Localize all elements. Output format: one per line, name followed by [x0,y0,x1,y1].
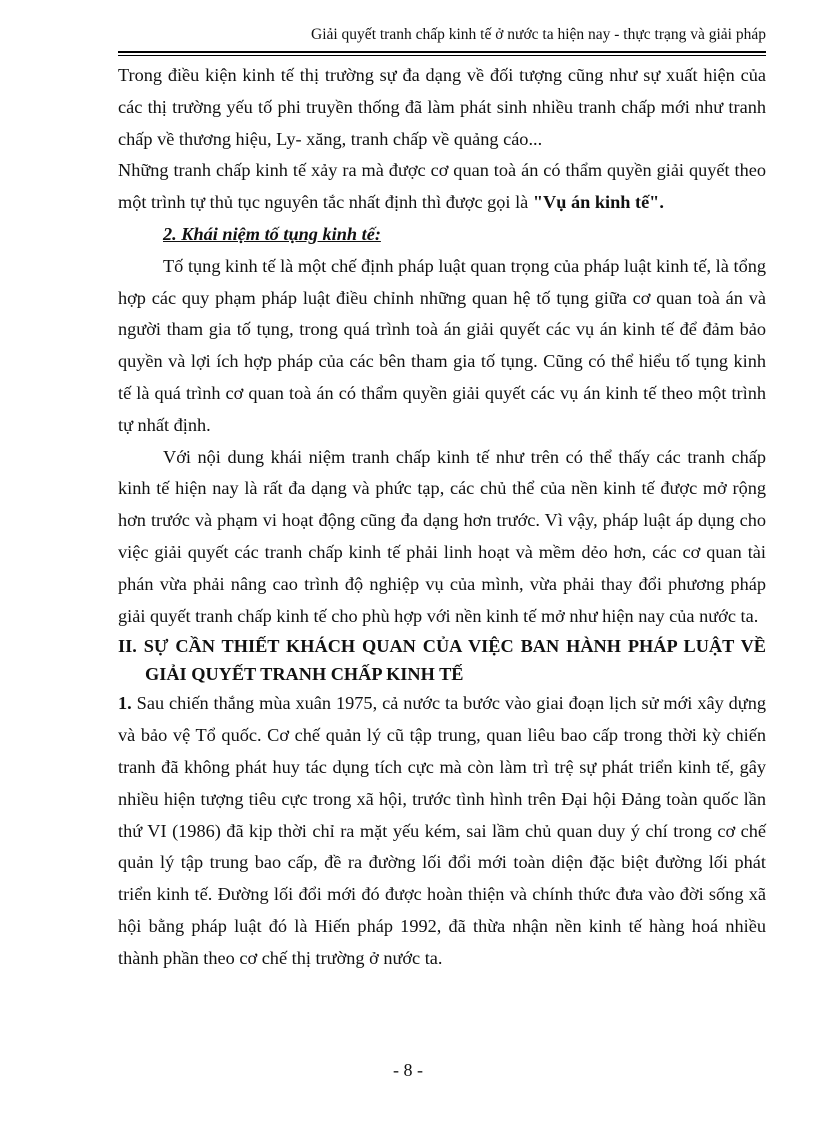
paragraph-5 [118,688,766,974]
paragraph-1: Trong điều kiện kinh tế thị trường sự đa dạng về đối tượng cũng như sự xuất hiện của các thị trường yếu tố phi truyền thống đã làm phát sinh nhiều tranh chấp mới như tranh chấp về thương hiệu, Ly- xăng, tranh chấp về quảng cáo... [118,65,766,149]
page-content [118,60,766,975]
page-number: - 8 - [393,1060,423,1080]
subheading-concept: 2. Khái niệm tố tụng kinh tế: [163,223,381,244]
paragraph-3: Tố tụng kinh tế là một chế định pháp luật quan trọng của pháp luật kinh tế, là tổng hợp các quy phạm pháp luật điều chỉnh những quan hệ tố tụng giữa cơ quan toà án và người tham gia tố tụng, trong quá trình toà án giải quyết các vụ án kinh tế để đảm bảo quyền và lợi ích hợp pháp của các bên tham gia tố tụng. Cũng có thể hiểu tố tụng kinh tế là quá trình cơ quan toà án có thẩm quyền giải quyết các vụ án kinh tế theo một trình tự nhất định. [118,255,766,435]
section-heading-ii: II. SỰ CẦN THIẾT KHÁCH QUAN CỦA VIỆC BAN HÀNH PHÁP LUẬT VỀ GIẢI QUYẾT TRANH CHẤP KINH TẾ [118,636,766,685]
header-rule-thin [118,55,766,56]
paragraph-5-number: 1. [118,693,132,714]
paragraph-2-text: Những tranh chấp kinh tế xảy ra mà được cơ quan toà án có thẩm quyền giải quyết theo một trình tự thủ tục nguyên tắc nhất định thì được gọi là [118,160,766,213]
header-rule-thick [118,51,766,53]
paragraph-2 [118,155,766,219]
case-term: "Vụ án kinh tế". [532,192,664,213]
paragraph-5-text: Sau chiến thắng mùa xuân 1975, cả nước ta bước vào giai đoạn lịch sử mới xây dựng và bảo vệ Tổ quốc. Cơ chế quản lý cũ tập trung, quan liêu bao cấp trong thời kỳ chiến tranh đã không phát huy tác dụng tích cực mà còn làm trì trệ sự phát triển kinh tế, gây nhiều hiện tượng tiêu cực trong xã hội, trước tình hình trên Đại hội Đảng toàn quốc lần thứ VI (1986) đã kịp thời chỉ ra mặt yếu kém, sai lầm chủ quan duy ý chí trong cơ chế quản lý tập trung bao cấp, đề ra đường lối đổi mới toàn diện đặc biệt đường lối phát triển kinh tế. Đường lối đổi mới đó được hoàn thiện và chính thức đưa vào đời sống xã hội bằng pháp luật đó là Hiến pháp 1992, đã thừa nhận nền kinh tế hàng hoá nhiều thành phần theo cơ chế thị trường ở nước ta. [118,693,766,968]
paragraph-4: Với nội dung khái niệm tranh chấp kinh tế như trên có thể thấy các tranh chấp kinh tế hiện nay là rất đa dạng và phức tạp, các chủ thể của nền kinh tế được mở rộng hơn trước và phạm vi hoạt động cũng đa dạng hơn trước. Vì vậy, pháp luật áp dụng cho việc giải quyết các tranh chấp kinh tế phải linh hoạt và mềm dẻo hơn, các cơ quan tài phán vừa phải nâng cao trình độ nghiệp vụ của mình, vừa phải thay đổi phương pháp giải quyết tranh chấp kinh tế cho phù hợp với nền kinh tế mở như hiện nay của nước ta. [118,446,766,626]
running-header: Giải quyết tranh chấp kinh tế ở nước ta hiện nay - thực trạng và giải pháp [311,26,766,43]
